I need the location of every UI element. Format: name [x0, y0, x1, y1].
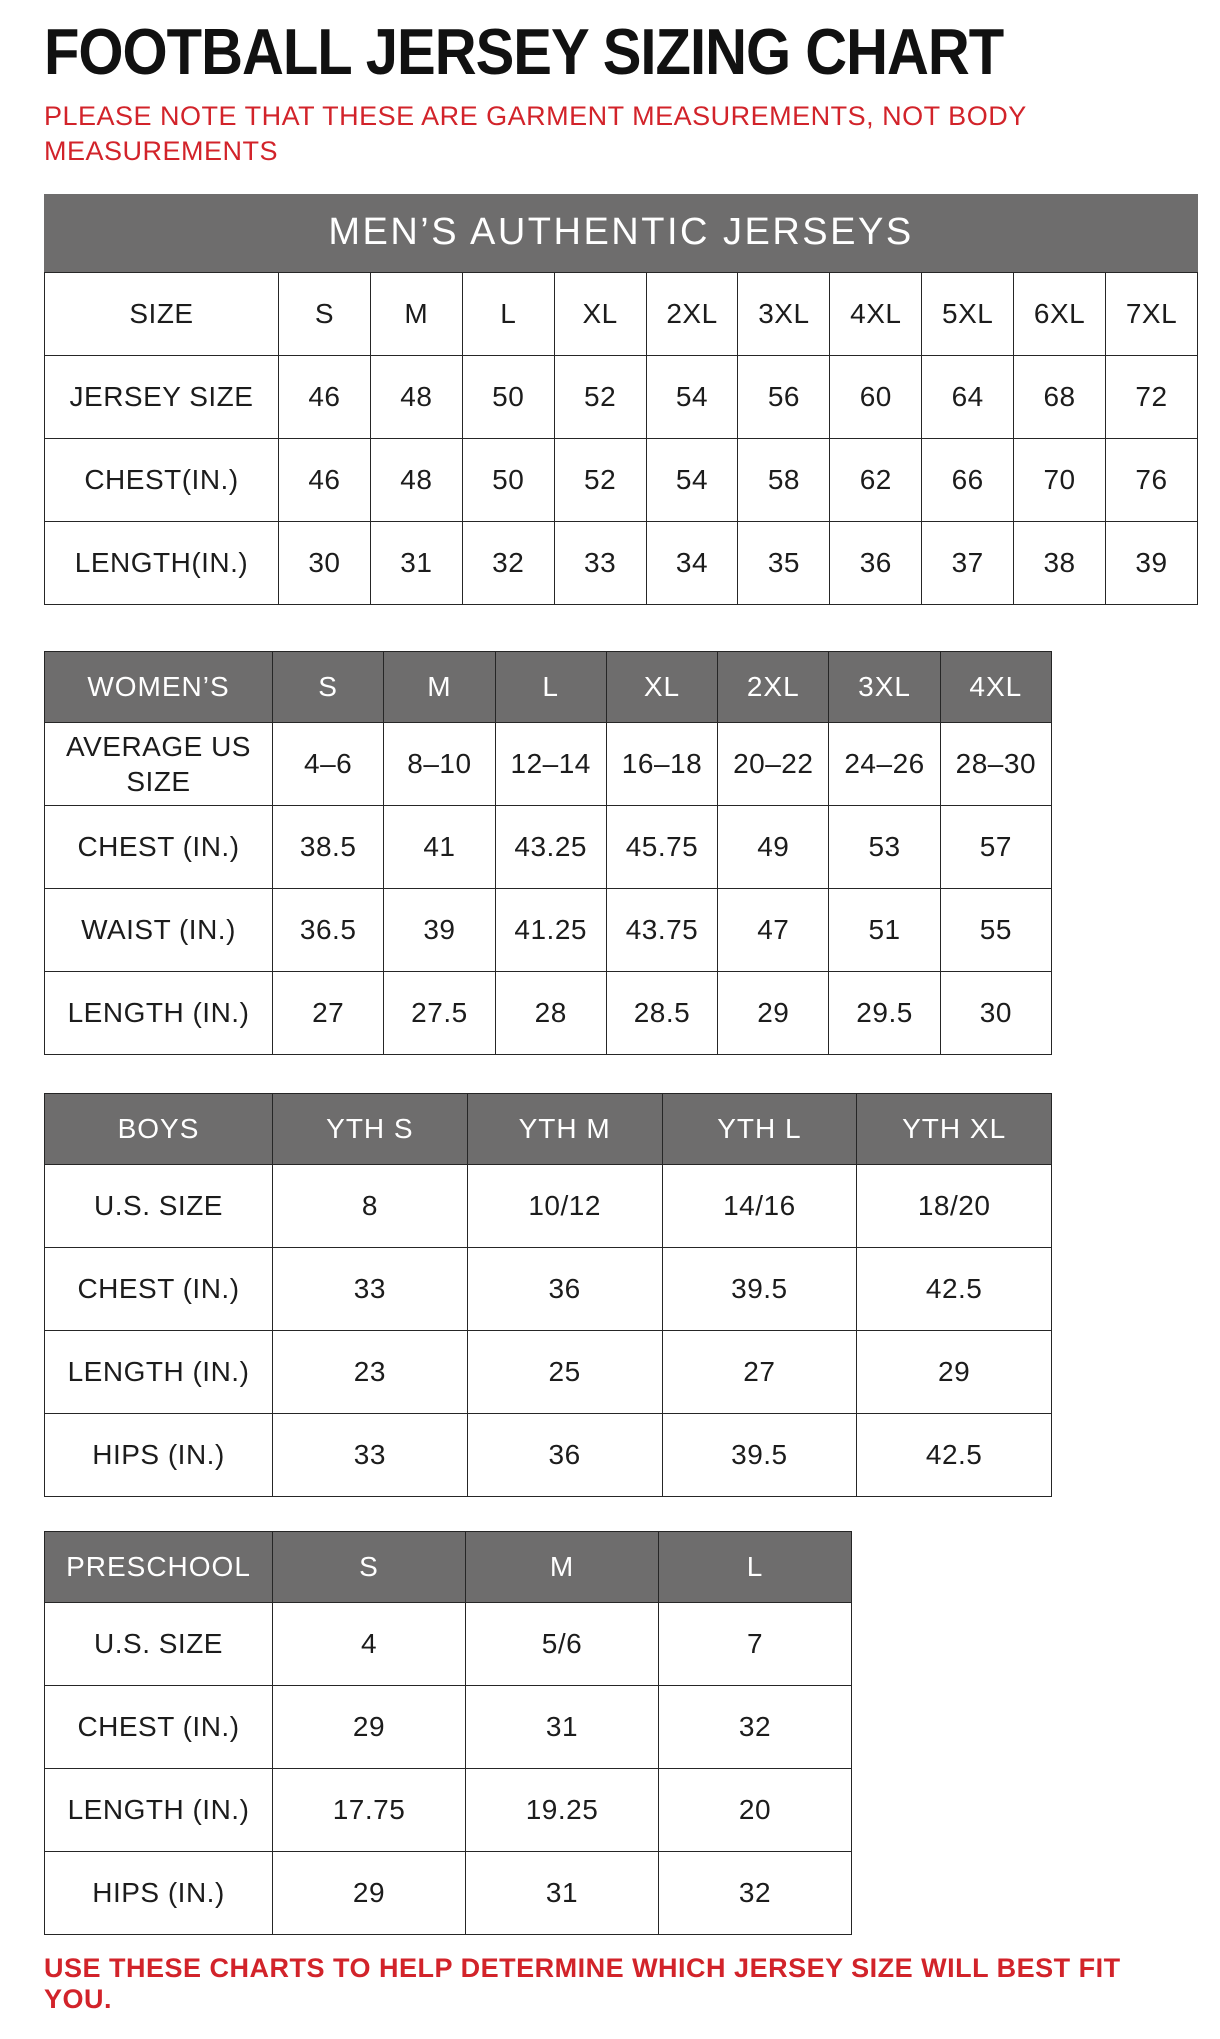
cell: 14/16	[662, 1164, 857, 1247]
cell: 35	[738, 521, 830, 604]
cell: 2XL	[646, 272, 738, 355]
cell: 25	[467, 1330, 662, 1413]
cell: 33	[554, 521, 646, 604]
row-label: LENGTH (IN.)	[45, 1330, 273, 1413]
row-label: CHEST (IN.)	[45, 1685, 273, 1768]
cell: 70	[1014, 438, 1106, 521]
cell: 27.5	[384, 971, 495, 1054]
cell: 55	[940, 888, 1051, 971]
table-row	[45, 272, 1198, 355]
cell: 54	[646, 355, 738, 438]
cell: 28–30	[940, 722, 1051, 805]
column-header: L	[495, 651, 606, 722]
column-header: YTH S	[273, 1093, 468, 1164]
table-row	[45, 521, 1198, 604]
cell: 27	[662, 1330, 857, 1413]
cell: 66	[922, 438, 1014, 521]
cell: 43.25	[495, 805, 606, 888]
table-header-row	[45, 651, 1052, 722]
row-label: U.S. SIZE	[45, 1602, 273, 1685]
cell: 3XL	[738, 272, 830, 355]
cell: 54	[646, 438, 738, 521]
cell: 52	[554, 355, 646, 438]
row-label: LENGTH (IN.)	[45, 1768, 273, 1851]
cell: 29	[273, 1851, 466, 1934]
cell: 64	[922, 355, 1014, 438]
cell: 30	[940, 971, 1051, 1054]
table-title: PRESCHOOL	[45, 1531, 273, 1602]
cell: 28.5	[606, 971, 717, 1054]
cell: 48	[370, 438, 462, 521]
cell: 42.5	[857, 1247, 1052, 1330]
column-header: 2XL	[718, 651, 829, 722]
cell: 27	[273, 971, 384, 1054]
table-row	[45, 438, 1198, 521]
table-header-row	[45, 1531, 852, 1602]
cell: 29.5	[829, 971, 940, 1054]
row-label: HIPS (IN.)	[45, 1413, 273, 1496]
table-row	[45, 805, 1052, 888]
boys-jerseys-section	[44, 1093, 1176, 1497]
cell: 4XL	[830, 272, 922, 355]
cell: 33	[273, 1247, 468, 1330]
cell: 7XL	[1106, 272, 1198, 355]
preschool-jerseys-section	[44, 1531, 1176, 1935]
cell: 19.25	[466, 1768, 659, 1851]
column-header: YTH L	[662, 1093, 857, 1164]
row-label: WAIST (IN.)	[45, 888, 273, 971]
cell: 12–14	[495, 722, 606, 805]
cell: 29	[857, 1330, 1052, 1413]
womens-jerseys-section	[44, 651, 1176, 1055]
cell: 39.5	[662, 1413, 857, 1496]
column-header: YTH XL	[857, 1093, 1052, 1164]
table-row	[45, 1247, 1052, 1330]
boys-sizing-table	[44, 1093, 1052, 1497]
row-label: CHEST (IN.)	[45, 805, 273, 888]
cell: 58	[738, 438, 830, 521]
column-header: S	[273, 651, 384, 722]
cell: 31	[466, 1851, 659, 1934]
cell: 62	[830, 438, 922, 521]
cell: 41	[384, 805, 495, 888]
mens-table-banner: MEN’S AUTHENTIC JERSEYS	[44, 194, 1198, 272]
cell: 39.5	[662, 1247, 857, 1330]
table-row	[45, 1330, 1052, 1413]
womens-sizing-table	[44, 651, 1052, 1055]
cell: 49	[718, 805, 829, 888]
row-label: AVERAGE US SIZE	[45, 722, 273, 805]
cell: 5/6	[466, 1602, 659, 1685]
cell: 36	[467, 1413, 662, 1496]
row-label: U.S. SIZE	[45, 1164, 273, 1247]
cell: 36.5	[273, 888, 384, 971]
cell: 46	[279, 438, 371, 521]
column-header: L	[659, 1531, 852, 1602]
cell: S	[279, 272, 371, 355]
cell: 7	[659, 1602, 852, 1685]
row-label: CHEST (IN.)	[45, 1247, 273, 1330]
footer-note: USE THESE CHARTS TO HELP DETERMINE WHICH JERSEY SIZE WILL BEST FIT YOU.	[44, 1952, 1121, 2014]
cell: 29	[718, 971, 829, 1054]
cell: 34	[646, 521, 738, 604]
column-header: XL	[606, 651, 717, 722]
cell: XL	[554, 272, 646, 355]
cell: 23	[273, 1330, 468, 1413]
row-label: HIPS (IN.)	[45, 1851, 273, 1934]
column-header: S	[273, 1531, 466, 1602]
mens-jerseys-section	[44, 194, 1176, 605]
row-label: LENGTH(IN.)	[45, 521, 279, 604]
cell: 36	[467, 1247, 662, 1330]
table-row	[45, 1413, 1052, 1496]
table-row	[45, 888, 1052, 971]
cell: 46	[279, 355, 371, 438]
cell: 24–26	[829, 722, 940, 805]
preschool-sizing-table	[44, 1531, 852, 1935]
cell: 30	[279, 521, 371, 604]
cell: 10/12	[467, 1164, 662, 1247]
cell: 18/20	[857, 1164, 1052, 1247]
column-header: M	[466, 1531, 659, 1602]
cell: 60	[830, 355, 922, 438]
garment-measurements-note: PLEASE NOTE THAT THESE ARE GARMENT MEASUREMENTS, NOT BODY MEASUREMENTS	[44, 100, 1027, 167]
cell: 8–10	[384, 722, 495, 805]
cell: 68	[1014, 355, 1106, 438]
cell: 20–22	[718, 722, 829, 805]
cell: 42.5	[857, 1413, 1052, 1496]
cell: L	[462, 272, 554, 355]
cell: 4–6	[273, 722, 384, 805]
cell: 28	[495, 971, 606, 1054]
table-row	[45, 1164, 1052, 1247]
table-row	[45, 1602, 852, 1685]
table-row	[45, 1685, 852, 1768]
cell: 36	[830, 521, 922, 604]
cell: 56	[738, 355, 830, 438]
cell: 41.25	[495, 888, 606, 971]
table-row	[45, 971, 1052, 1054]
table-title: BOYS	[45, 1093, 273, 1164]
cell: 31	[370, 521, 462, 604]
cell: 31	[466, 1685, 659, 1768]
cell: 17.75	[273, 1768, 466, 1851]
row-label: SIZE	[45, 272, 279, 355]
cell: 39	[384, 888, 495, 971]
cell: 39	[1106, 521, 1198, 604]
column-header: YTH M	[467, 1093, 662, 1164]
cell: 48	[370, 355, 462, 438]
cell: 37	[922, 521, 1014, 604]
cell: 38	[1014, 521, 1106, 604]
cell: M	[370, 272, 462, 355]
cell: 47	[718, 888, 829, 971]
table-title: WOMEN’S	[45, 651, 273, 722]
cell: 72	[1106, 355, 1198, 438]
table-row	[45, 1851, 852, 1934]
cell: 33	[273, 1413, 468, 1496]
cell: 57	[940, 805, 1051, 888]
cell: 8	[273, 1164, 468, 1247]
table-row	[45, 355, 1198, 438]
cell: 76	[1106, 438, 1198, 521]
cell: 20	[659, 1768, 852, 1851]
row-label: CHEST(IN.)	[45, 438, 279, 521]
page-title: FOOTBALL JERSEY SIZING CHART	[44, 16, 1004, 89]
cell: 52	[554, 438, 646, 521]
mens-sizing-table	[44, 272, 1198, 605]
cell: 50	[462, 438, 554, 521]
column-header: 3XL	[829, 651, 940, 722]
column-header: 4XL	[940, 651, 1051, 722]
cell: 43.75	[606, 888, 717, 971]
cell: 32	[462, 521, 554, 604]
cell: 32	[659, 1851, 852, 1934]
cell: 6XL	[1014, 272, 1106, 355]
column-header: M	[384, 651, 495, 722]
cell: 4	[273, 1602, 466, 1685]
cell: 16–18	[606, 722, 717, 805]
row-label: LENGTH (IN.)	[45, 971, 273, 1054]
cell: 38.5	[273, 805, 384, 888]
cell: 32	[659, 1685, 852, 1768]
cell: 51	[829, 888, 940, 971]
cell: 50	[462, 355, 554, 438]
row-label: JERSEY SIZE	[45, 355, 279, 438]
table-header-row	[45, 1093, 1052, 1164]
table-row	[45, 722, 1052, 805]
cell: 29	[273, 1685, 466, 1768]
cell: 5XL	[922, 272, 1014, 355]
table-row	[45, 1768, 852, 1851]
cell: 53	[829, 805, 940, 888]
cell: 45.75	[606, 805, 717, 888]
